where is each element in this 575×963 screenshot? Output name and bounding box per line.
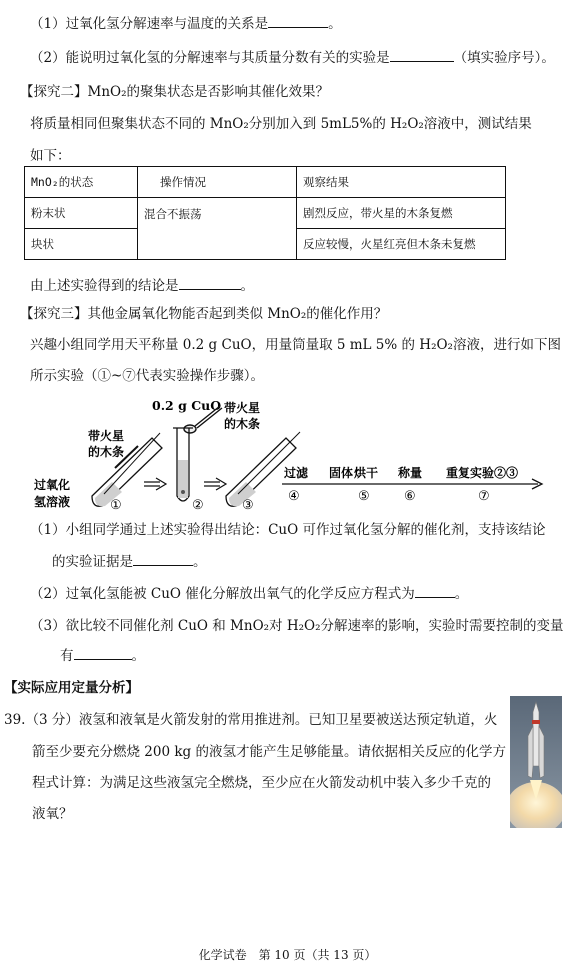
cuo-label: 0.2 g CuO <box>152 398 222 413</box>
observation-table <box>24 166 506 260</box>
question-2-end: （填实验序号）。 <box>453 50 555 66</box>
question-1b-text: 的实验证据是 <box>52 554 133 570</box>
table-header-operation: 操作情况 <box>138 167 297 198</box>
answer-blank-conclusion[interactable] <box>179 277 241 290</box>
flow-step-weigh-number: ⑥ <box>404 489 416 504</box>
explore2-title: 【探究二】MnO₂的聚集状态是否影响其催化效果？ <box>20 84 329 100</box>
question-1-end: 。 <box>328 16 342 32</box>
test-tube-1-icon <box>92 433 162 506</box>
table-header-row <box>25 167 506 198</box>
question-1b-end: 。 <box>193 554 207 570</box>
explore3-question-3b <box>60 644 145 664</box>
arrow-right-icon <box>204 478 226 490</box>
flow-step-filter: 过滤 <box>284 466 309 480</box>
step-3-number: ③ <box>242 498 254 513</box>
section-heading: 【实际应用定量分析】 <box>4 680 139 696</box>
table-row <box>25 198 506 229</box>
splint-label-1a: 带火星 <box>88 429 125 443</box>
flow-step-dry-number: ⑤ <box>358 489 370 504</box>
q39-line3: 程式计算：为满足这些液氢完全燃烧，至少应在火箭发动机中装入多少千克的 <box>32 775 491 791</box>
step-1-number: ① <box>110 498 122 513</box>
splint-label-2a: 带火星 <box>224 401 261 415</box>
explore3-question-1a: （1）小组同学通过上述实验得出结论：CuO 可作过氧化氢分解的催化剂，支持该结论 <box>30 522 546 538</box>
conclusion-end: 。 <box>240 278 254 294</box>
solution-label-b: 氢溶液 <box>34 495 71 509</box>
page-footer: 化学试卷 第 10 页（共 13 页） <box>198 948 377 962</box>
question-3b-text: 有 <box>60 648 74 664</box>
explore2-intro-line2: 如下： <box>30 148 71 164</box>
table-cell-state: 粉末状 <box>25 198 138 229</box>
flow-step-dry: 烘干 <box>354 466 379 480</box>
explore3-title: 【探究三】其他金属氧化物能否起到类似 MnO₂的催化作用？ <box>20 306 388 322</box>
flow-step-filter-number: ④ <box>288 489 300 504</box>
table-cell-result: 剧烈反应，带火星的木条复燃 <box>297 198 506 229</box>
rocket-icon <box>510 696 562 828</box>
explore2-conclusion <box>30 274 254 294</box>
q39-line1: 39.（3 分）液氢和液氧是火箭发射的常用推进剂。已知卫星要被送达预定轨道，火 <box>4 712 498 728</box>
flow-step-weigh: 称量 <box>398 466 423 480</box>
explore2-intro-line1: 将质量相同但聚集状态不同的 MnO₂分别加入到 5mL5%的 H₂O₂溶液中，测试结果 <box>30 116 532 132</box>
flow-step-repeat-number: ⑦ <box>478 489 490 504</box>
explore3-question-1b <box>52 550 207 570</box>
table-header-state: MnO₂的状态 <box>25 167 138 198</box>
test-tube-2-icon <box>173 428 193 501</box>
explore3-question-2 <box>30 582 468 602</box>
splint-label-2b: 的木条 <box>224 417 261 431</box>
flow-step-repeat: 重复实验②③ <box>446 466 519 480</box>
table-cell-state: 块状 <box>25 229 138 260</box>
answer-blank-variable[interactable] <box>74 647 132 660</box>
rocket-image <box>510 696 562 828</box>
solution-label-a: 过氧化 <box>34 478 71 492</box>
q39-line2: 箭至少要充分燃烧 200 kg 的液氢才能产生足够能量。请依据相关反应的化学方 <box>32 744 506 760</box>
question-3b-end: 。 <box>131 648 145 664</box>
experiment-figure <box>20 388 550 513</box>
arrow-right-icon <box>144 478 166 490</box>
q39-line4: 液氧？ <box>32 806 73 822</box>
answer-blank-2[interactable] <box>390 49 454 62</box>
conclusion-text: 由上述实验得到的结论是 <box>30 278 179 294</box>
flow-step-solid: 固体 <box>329 466 354 480</box>
question-2-text: （2）过氧化氢能被 CuO 催化分解放出氧气的化学反应方程式为 <box>30 586 415 602</box>
explore3-question-3a: （3）欲比较不同催化剂 CuO 和 MnO₂对 H₂O₂分解速率的影响，实验时需要控制的变量 <box>30 618 564 634</box>
answer-blank-equation[interactable] <box>415 585 455 598</box>
answer-blank-1[interactable] <box>268 15 328 28</box>
question-2-text: （2）能说明过氧化氢的分解速率与其质量分数有关的实验是 <box>30 50 390 66</box>
question-2-end: 。 <box>454 586 469 602</box>
splint-label-1b: 的木条 <box>88 445 125 459</box>
table-header-result: 观察结果 <box>297 167 506 198</box>
table-cell-operation: 混合不振荡 <box>138 198 297 260</box>
explore3-intro-line1: 兴趣小组同学用天平称量 0.2 g CuO，用量筒量取 5 mL 5% 的 H₂O₂溶液，进行如下图 <box>30 337 561 353</box>
question-2 <box>30 46 555 66</box>
question-1 <box>30 12 342 32</box>
step-2-number: ② <box>192 498 204 513</box>
table-cell-result: 反应较慢，火星红亮但木条未复燃 <box>297 229 506 260</box>
question-1-text: （1）过氧化氢分解速率与温度的关系是 <box>30 16 269 32</box>
answer-blank-evidence[interactable] <box>133 553 193 566</box>
explore3-intro-line2: 所示实验（①~⑦代表实验操作步骤）。 <box>30 368 265 384</box>
